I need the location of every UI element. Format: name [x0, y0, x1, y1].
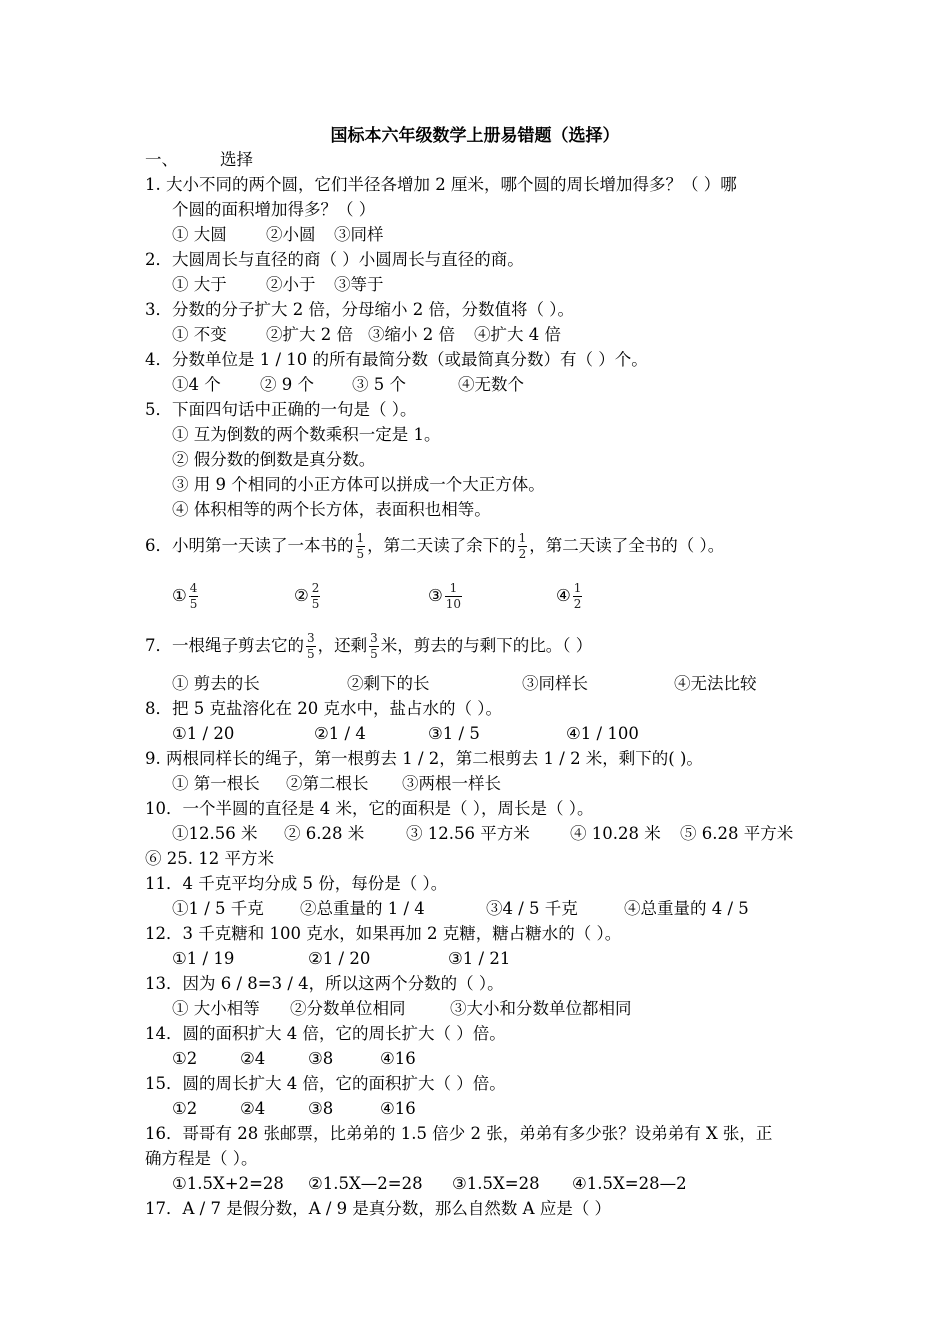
question-7-options — [172, 672, 757, 696]
option: ③ 5 个 — [352, 375, 406, 394]
option: ②小圆 — [266, 225, 316, 244]
option: ②第二根长 — [286, 774, 369, 793]
fraction-numerator: 1 — [445, 581, 462, 597]
fraction-numerator: 3 — [370, 631, 378, 645]
fraction — [573, 581, 583, 612]
option: ④总重量的 4 / 5 — [624, 899, 749, 918]
question-5-option: ② 假分数的倒数是真分数。 — [172, 450, 376, 469]
fraction — [445, 581, 462, 612]
question-13-options — [172, 997, 632, 1021]
option: ②总重量的 1 / 4 — [300, 899, 425, 918]
fraction — [356, 531, 366, 562]
option: ① 大于 — [172, 275, 227, 294]
question-3: 3．分数的分子扩大 2 倍，分母缩小 2 倍，分数值将（ ）。 — [145, 300, 574, 319]
question-10-options — [172, 822, 793, 846]
section-number: 一、 — [145, 150, 178, 169]
option: ①1 / 5 千克 — [172, 899, 264, 918]
question-5-option: ④ 体积相等的两个长方体，表面积也相等。 — [172, 500, 491, 519]
fraction-denominator: 5 — [189, 597, 198, 611]
option: ③同样长 — [522, 674, 588, 693]
question-5-option: ③ 用 9 个相同的小正方体可以拼成一个大正方体。 — [172, 475, 545, 494]
option: ③ 12.56 平方米 — [406, 824, 530, 843]
option: ① 大圆 — [172, 225, 227, 244]
question-12: 12．3 千克糖和 100 克水，如果再加 2 克糖，糖占糖水的（ ）。 — [145, 924, 622, 943]
question-4-options — [172, 373, 524, 397]
option: ② 9 个 — [260, 375, 314, 394]
option: ②1 / 4 — [314, 724, 366, 743]
fraction-numerator: 4 — [189, 581, 198, 595]
question-6-options — [172, 578, 584, 614]
option: ②剩下的长 — [347, 674, 430, 693]
question-9-options — [172, 772, 501, 796]
question-2: 2．大圆周长与直径的商（ ）小圆周长与直径的商。 — [145, 250, 524, 269]
option: ④扩大 4 倍 — [474, 325, 561, 344]
option: ④ 10.28 米 — [570, 824, 661, 843]
option: ①1 / 19 — [172, 949, 235, 968]
option: ②扩大 2 倍 — [266, 325, 353, 344]
question-7-text-3: 米，剪去的与剩下的比。（ ） — [380, 636, 593, 655]
option — [556, 578, 584, 614]
fraction-denominator: 5 — [307, 647, 315, 661]
question-12-options — [172, 947, 510, 971]
question-16-options — [172, 1172, 687, 1196]
question-6 — [145, 530, 724, 562]
fraction-denominator: 5 — [370, 647, 378, 661]
fraction — [189, 581, 199, 612]
option: ③4 / 5 千克 — [486, 899, 578, 918]
option-mark: ① — [172, 586, 187, 605]
question-6-text-3: ，第二天读了全书的（ ）。 — [529, 536, 725, 555]
option: ⑤ 6.28 平方米 — [680, 824, 794, 843]
option: ②4 — [240, 1099, 266, 1118]
question-14: 14．圆的面积扩大 4 倍，它的周长扩大（ ）倍。 — [145, 1024, 506, 1043]
question-10: 10．一个半圆的直径是 4 米，它的面积是（ ），周长是（ ）。 — [145, 799, 594, 818]
question-1-line-1: 1. 大小不同的两个圆，它们半径各增加 2 厘米，哪个圆的周长增加得多？（ ）哪 — [145, 175, 737, 194]
option: ④16 — [380, 1049, 416, 1068]
option: ④1 / 100 — [566, 724, 639, 743]
fraction-denominator: 10 — [445, 597, 462, 611]
option: ④16 — [380, 1099, 416, 1118]
fraction-numerator: 2 — [311, 581, 320, 595]
option: ②小于 — [266, 275, 316, 294]
fraction-denominator: 5 — [356, 547, 365, 561]
option: ②分数单位相同 — [290, 999, 406, 1018]
question-13: 13．因为 6 / 8=3 / 4，所以这两个分数的（ ）。 — [145, 974, 504, 993]
option — [172, 578, 294, 614]
option — [428, 578, 556, 614]
fraction-denominator: 5 — [311, 597, 320, 611]
option: ④无法比较 — [674, 674, 757, 693]
option: ③8 — [308, 1099, 334, 1118]
fraction — [306, 631, 316, 662]
question-6-text-1: 6．小明第一天读了一本书的 — [145, 536, 354, 555]
question-8-options — [172, 722, 639, 746]
question-16-line-2: 确方程是（ ）。 — [145, 1149, 258, 1168]
option: ①2 — [172, 1099, 198, 1118]
option — [294, 578, 428, 614]
option: ③同样 — [334, 225, 384, 244]
question-4: 4．分数单位是 1 / 10 的所有最简分数（或最简真分数）有（ ）个。 — [145, 350, 648, 369]
option: ① 第一根长 — [172, 774, 260, 793]
option: ① 剪去的长 — [172, 674, 260, 693]
question-9: 9. 两根同样长的绳子，第一根剪去 1 / 2，第二根剪去 1 / 2 米，剩下的( )。 — [145, 749, 703, 768]
option: ④无数个 — [458, 375, 524, 394]
option: ④1.5X=28—2 — [572, 1174, 687, 1193]
fraction-numerator: 1 — [518, 531, 527, 545]
option: ③1.5X=28 — [452, 1174, 540, 1193]
question-11: 11．4 千克平均分成 5 份，每份是（ ）。 — [145, 874, 448, 893]
option-mark: ④ — [556, 586, 571, 605]
option-mark: ② — [294, 586, 309, 605]
option: ③1 / 21 — [448, 949, 511, 968]
section-text: 选择 — [220, 150, 253, 169]
question-6-text-2: ，第二天读了余下的 — [367, 536, 516, 555]
option: ①1 / 20 — [172, 724, 235, 743]
question-5-option: ① 互为倒数的两个数乘积一定是 1。 — [172, 425, 441, 444]
option: ②1 / 20 — [308, 949, 371, 968]
option: ③等于 — [334, 275, 384, 294]
fraction — [518, 531, 528, 562]
question-8: 8．把 5 克盐溶化在 20 克水中，盐占水的（ ）。 — [145, 699, 502, 718]
fraction — [369, 631, 379, 662]
question-7-text-2: ，还剩 — [317, 636, 368, 655]
question-1-line-2: 个圆的面积增加得多？（ ） — [172, 200, 376, 219]
option: ③1 / 5 — [428, 724, 480, 743]
option: ①1.5X+2=28 — [172, 1174, 284, 1193]
fraction-numerator: 3 — [307, 631, 315, 645]
option-mark: ③ — [428, 586, 443, 605]
option: ①2 — [172, 1049, 198, 1068]
question-15: 15．圆的周长扩大 4 倍，它的面积扩大（ ）倍。 — [145, 1074, 506, 1093]
option: ②1.5X—2=28 — [308, 1174, 423, 1193]
question-14-options — [172, 1047, 416, 1071]
question-7 — [145, 630, 592, 662]
option: ③大小和分数单位都相同 — [450, 999, 632, 1018]
question-2-options — [172, 273, 384, 297]
question-15-options — [172, 1097, 416, 1121]
fraction — [311, 581, 321, 612]
option: ③8 — [308, 1049, 334, 1068]
fraction-numerator: 1 — [356, 531, 365, 545]
question-16-line-1: 16．哥哥有 28 张邮票，比弟弟的 1.5 倍少 2 张，弟弟有多少张？设弟弟有 X 张，正 — [145, 1124, 773, 1143]
question-3-options — [172, 323, 561, 347]
option: ①12.56 米 — [172, 824, 258, 843]
question-5: 5．下面四句话中正确的一句是（ ）。 — [145, 400, 417, 419]
question-17: 17．A / 7 是假分数，A / 9 是真分数，那么自然数 A 应是（ ） — [145, 1199, 612, 1218]
fraction-denominator: 2 — [518, 547, 527, 561]
question-10-option-6: ⑥ 25. 12 平方米 — [145, 849, 274, 868]
question-1-options — [172, 223, 384, 247]
fraction-numerator: 1 — [573, 581, 582, 595]
section-heading — [145, 148, 253, 172]
option: ③缩小 2 倍 — [368, 325, 455, 344]
option: ① 不变 — [172, 325, 227, 344]
question-11-options — [172, 897, 749, 921]
question-7-text-1: 7．一根绳子剪去它的 — [145, 636, 304, 655]
page-title: 国标本六年级数学上册易错题（选择） — [330, 126, 620, 146]
option: ①4 个 — [172, 375, 221, 394]
fraction-denominator: 2 — [573, 597, 582, 611]
option: ② 6.28 米 — [284, 824, 365, 843]
option: ① 大小相等 — [172, 999, 260, 1018]
option: ③两根一样长 — [402, 774, 501, 793]
option: ②4 — [240, 1049, 266, 1068]
